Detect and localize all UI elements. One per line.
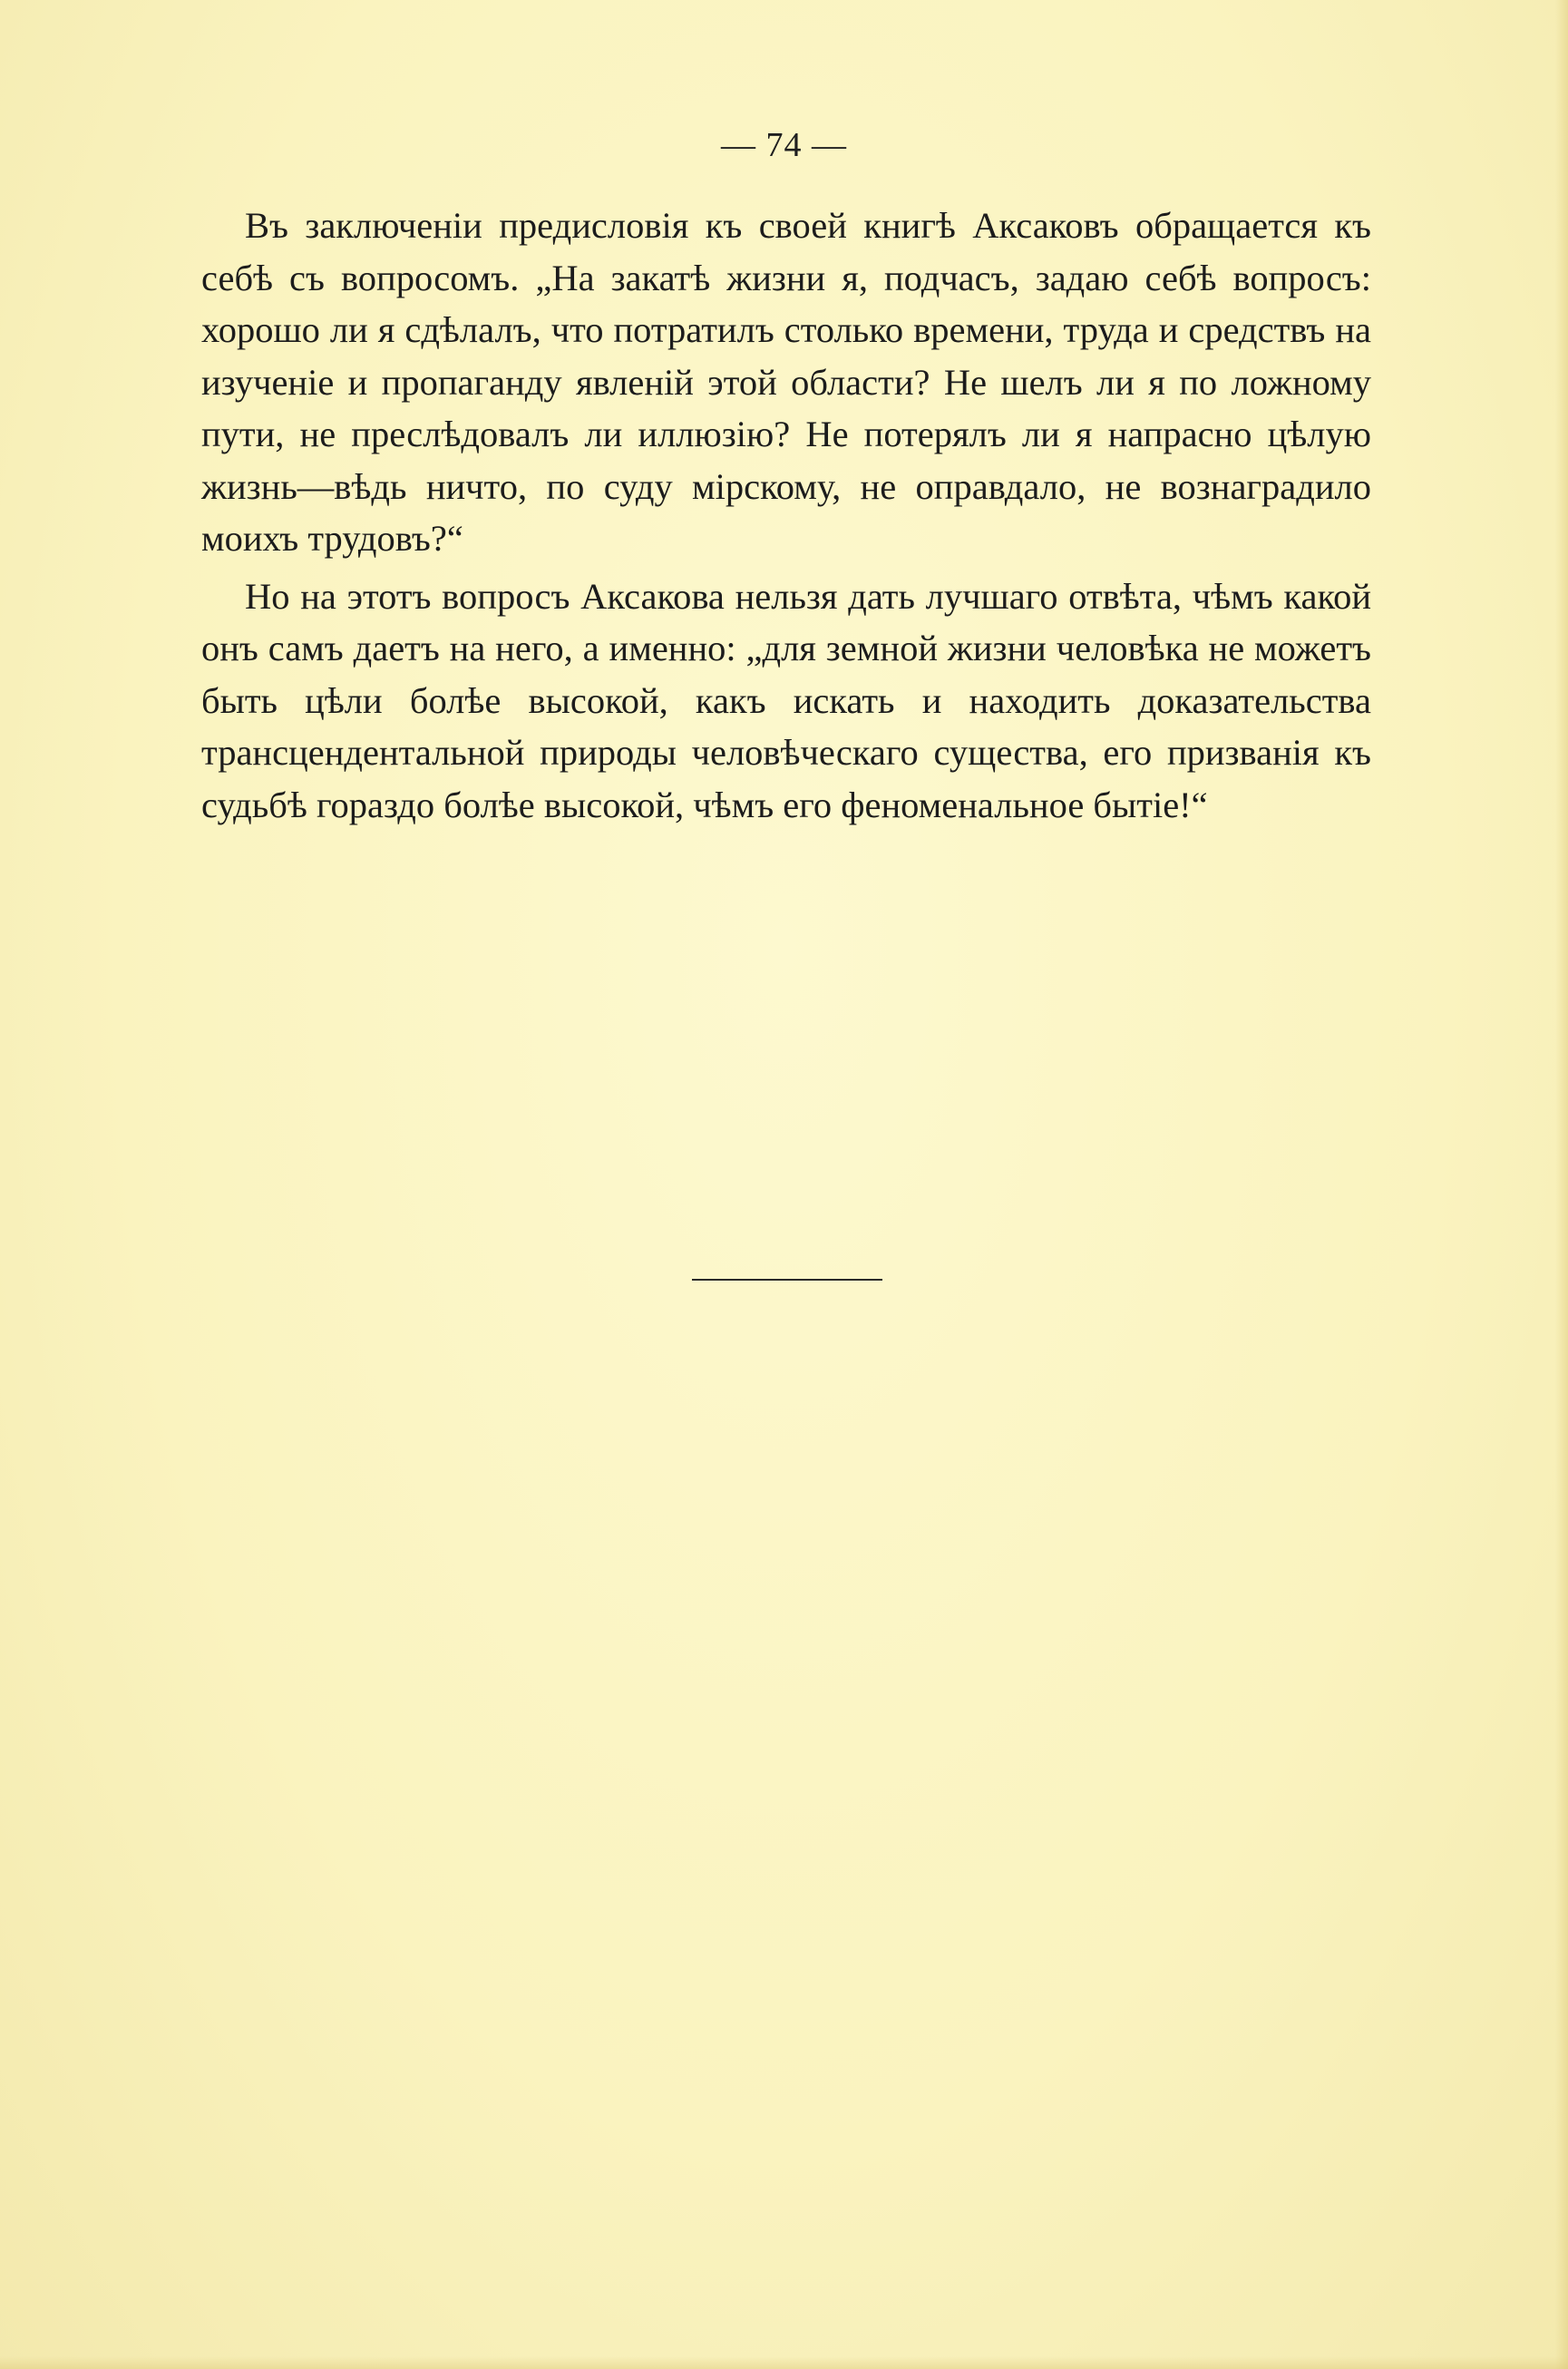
end-rule-divider — [692, 1279, 882, 1281]
page-edge-shadow-right — [1555, 0, 1568, 2369]
page-edge-shadow-bottom — [0, 2356, 1568, 2369]
paragraph-2: Но на этотъ вопросъ Аксакова нельзя дать лучшаго отвѣта, чѣмъ какой онъ самъ даетъ на него, а именно: „для земной жизни человѣка не можетъ быть цѣли болѣе высокой, какъ искать и находить доказательства трансцендентальной природы человѣческаго существа, его призванія къ судьбѣ гораздо болѣе высокой, чѣмъ его феноменальное бытіе!“ — [201, 575, 1371, 825]
body-text — [201, 200, 1371, 831]
page-number: — 74 — — [721, 126, 847, 164]
paragraph-1: Въ заключеніи предисловія къ своей книгѣ Аксаковъ обращается къ себѣ съ вопросомъ. „На закатѣ жизни я, подчасъ, задаю себѣ вопросъ: хорошо ли я сдѣлалъ, что потратилъ столько времени, труда и средствъ на изученіе и пропаганду явленій этой области? Не шелъ ли я по ложному пути, не преслѣдовалъ ли иллюзію? Не потерялъ ли я напрасно цѣлую жизнь—вѣдь ничто, по суду мірскому, не оправдало, не вознаградило моихъ трудовъ?“ — [201, 205, 1371, 559]
